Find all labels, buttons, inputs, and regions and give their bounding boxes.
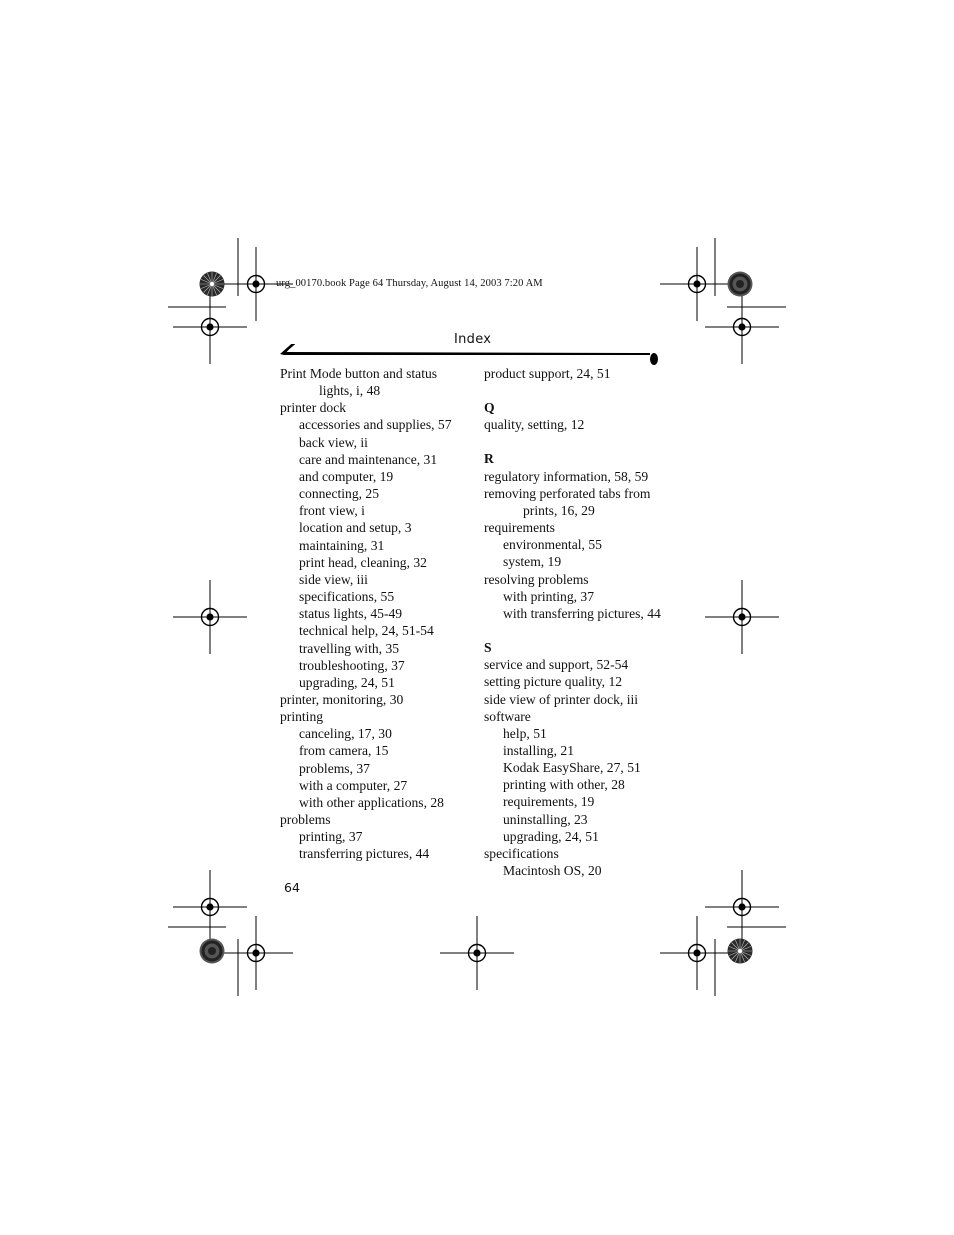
- print-slug: urg_00170.book Page 64 Thursday, August 14, 2003 7:20 AM: [276, 278, 543, 289]
- registration-mark: [705, 290, 779, 364]
- color-wheel-mark: [728, 939, 753, 964]
- index-subentry: from camera, 15: [299, 743, 389, 759]
- index-subentry: side view, iii: [299, 571, 368, 587]
- registration-mark: [660, 916, 734, 990]
- index-entry: software: [484, 708, 531, 724]
- color-wheel-mark: [200, 939, 225, 964]
- color-wheel-mark: [200, 272, 225, 297]
- registration-mark: [173, 580, 247, 654]
- index-entry-continuation: lights, i, 48: [319, 383, 381, 399]
- index-entry: Print Mode button and status: [280, 366, 438, 381]
- index-subentry: connecting, 25: [299, 486, 380, 502]
- index-entry: printing: [280, 709, 324, 725]
- index-subentry: canceling, 17, 30: [299, 726, 392, 742]
- index-subentry: technical help, 24, 51-54: [299, 623, 434, 639]
- index-subentry: uninstalling, 23: [503, 811, 588, 827]
- index-subentry: printing with other, 28: [503, 777, 625, 793]
- index-entry: specifications: [484, 845, 559, 861]
- index-letter-heading: S: [484, 640, 492, 656]
- header-rule: [280, 344, 662, 366]
- index-subentry: with transferring pictures, 44: [503, 605, 661, 621]
- index-letter-heading: Q: [484, 400, 495, 416]
- index-subentry: care and maintenance, 31: [299, 451, 438, 467]
- index-subentry: front view, i: [299, 503, 365, 519]
- color-wheel-mark: [728, 272, 753, 297]
- index-column-right: [484, 365, 684, 879]
- index-subentry: with other applications, 28: [299, 794, 444, 810]
- index-subentry: transferring pictures, 44: [299, 846, 430, 862]
- index-subentry: environmental, 55: [503, 537, 602, 553]
- index-subentry: troubleshooting, 37: [299, 657, 405, 673]
- index-entry: resolving problems: [484, 571, 589, 587]
- index-subentry: printing, 37: [299, 829, 363, 845]
- index-subentry: installing, 21: [503, 742, 574, 758]
- index-subentry: specifications, 55: [299, 589, 395, 605]
- index-subentry: help, 51: [503, 725, 547, 741]
- registration-mark: [705, 870, 779, 944]
- registration-mark: [705, 580, 779, 654]
- index-subentry: status lights, 45-49: [299, 606, 403, 622]
- section-title: Index: [454, 332, 492, 347]
- index-subentry: Macintosh OS, 20: [503, 863, 602, 879]
- index-entry: printer, monitoring, 30: [280, 691, 404, 707]
- index-entry: service and support, 52-54: [484, 657, 629, 673]
- index-entry: printer dock: [280, 400, 347, 416]
- index-subentry: system, 19: [503, 554, 562, 570]
- index-subentry: upgrading, 24, 51: [503, 828, 599, 844]
- index-entry: regulatory information, 58, 59: [484, 468, 649, 484]
- index-column-left: [280, 365, 480, 863]
- index-entry: removing perforated tabs from: [484, 485, 651, 501]
- index-subentry: with a computer, 27: [299, 777, 408, 793]
- index-subentry: travelling with, 35: [299, 640, 400, 656]
- index-entry: quality, setting, 12: [484, 417, 585, 433]
- index-subentry: requirements, 19: [503, 794, 595, 810]
- index-subentry: upgrading, 24, 51: [299, 674, 395, 690]
- index-subentry: print head, cleaning, 32: [299, 554, 427, 570]
- index-letter-heading: R: [484, 451, 494, 467]
- index-subentry: maintaining, 31: [299, 537, 385, 553]
- index-entry-continuation: prints, 16, 29: [523, 502, 595, 518]
- index-subentry: and computer, 19: [299, 468, 394, 484]
- registration-mark: [440, 916, 514, 990]
- index-entry: product support, 24, 51: [484, 366, 611, 381]
- index-entry: requirements: [484, 520, 555, 536]
- index-subentry: Kodak EasyShare, 27, 51: [503, 760, 641, 776]
- page-number: 64: [284, 880, 300, 895]
- index-subentry: accessories and supplies, 57: [299, 417, 452, 433]
- index-subentry: with printing, 37: [503, 588, 595, 604]
- index-entry: problems: [280, 812, 331, 828]
- registration-mark: [219, 916, 293, 990]
- registration-mark: [173, 290, 247, 364]
- registration-mark: [173, 870, 247, 944]
- index-subentry: location and setup, 3: [299, 520, 412, 536]
- index-entry: side view of printer dock, iii: [484, 691, 639, 707]
- index-entry: setting picture quality, 12: [484, 674, 623, 690]
- index-subentry: problems, 37: [299, 760, 370, 776]
- index-subentry: back view, ii: [299, 434, 368, 450]
- registration-mark: [660, 247, 734, 321]
